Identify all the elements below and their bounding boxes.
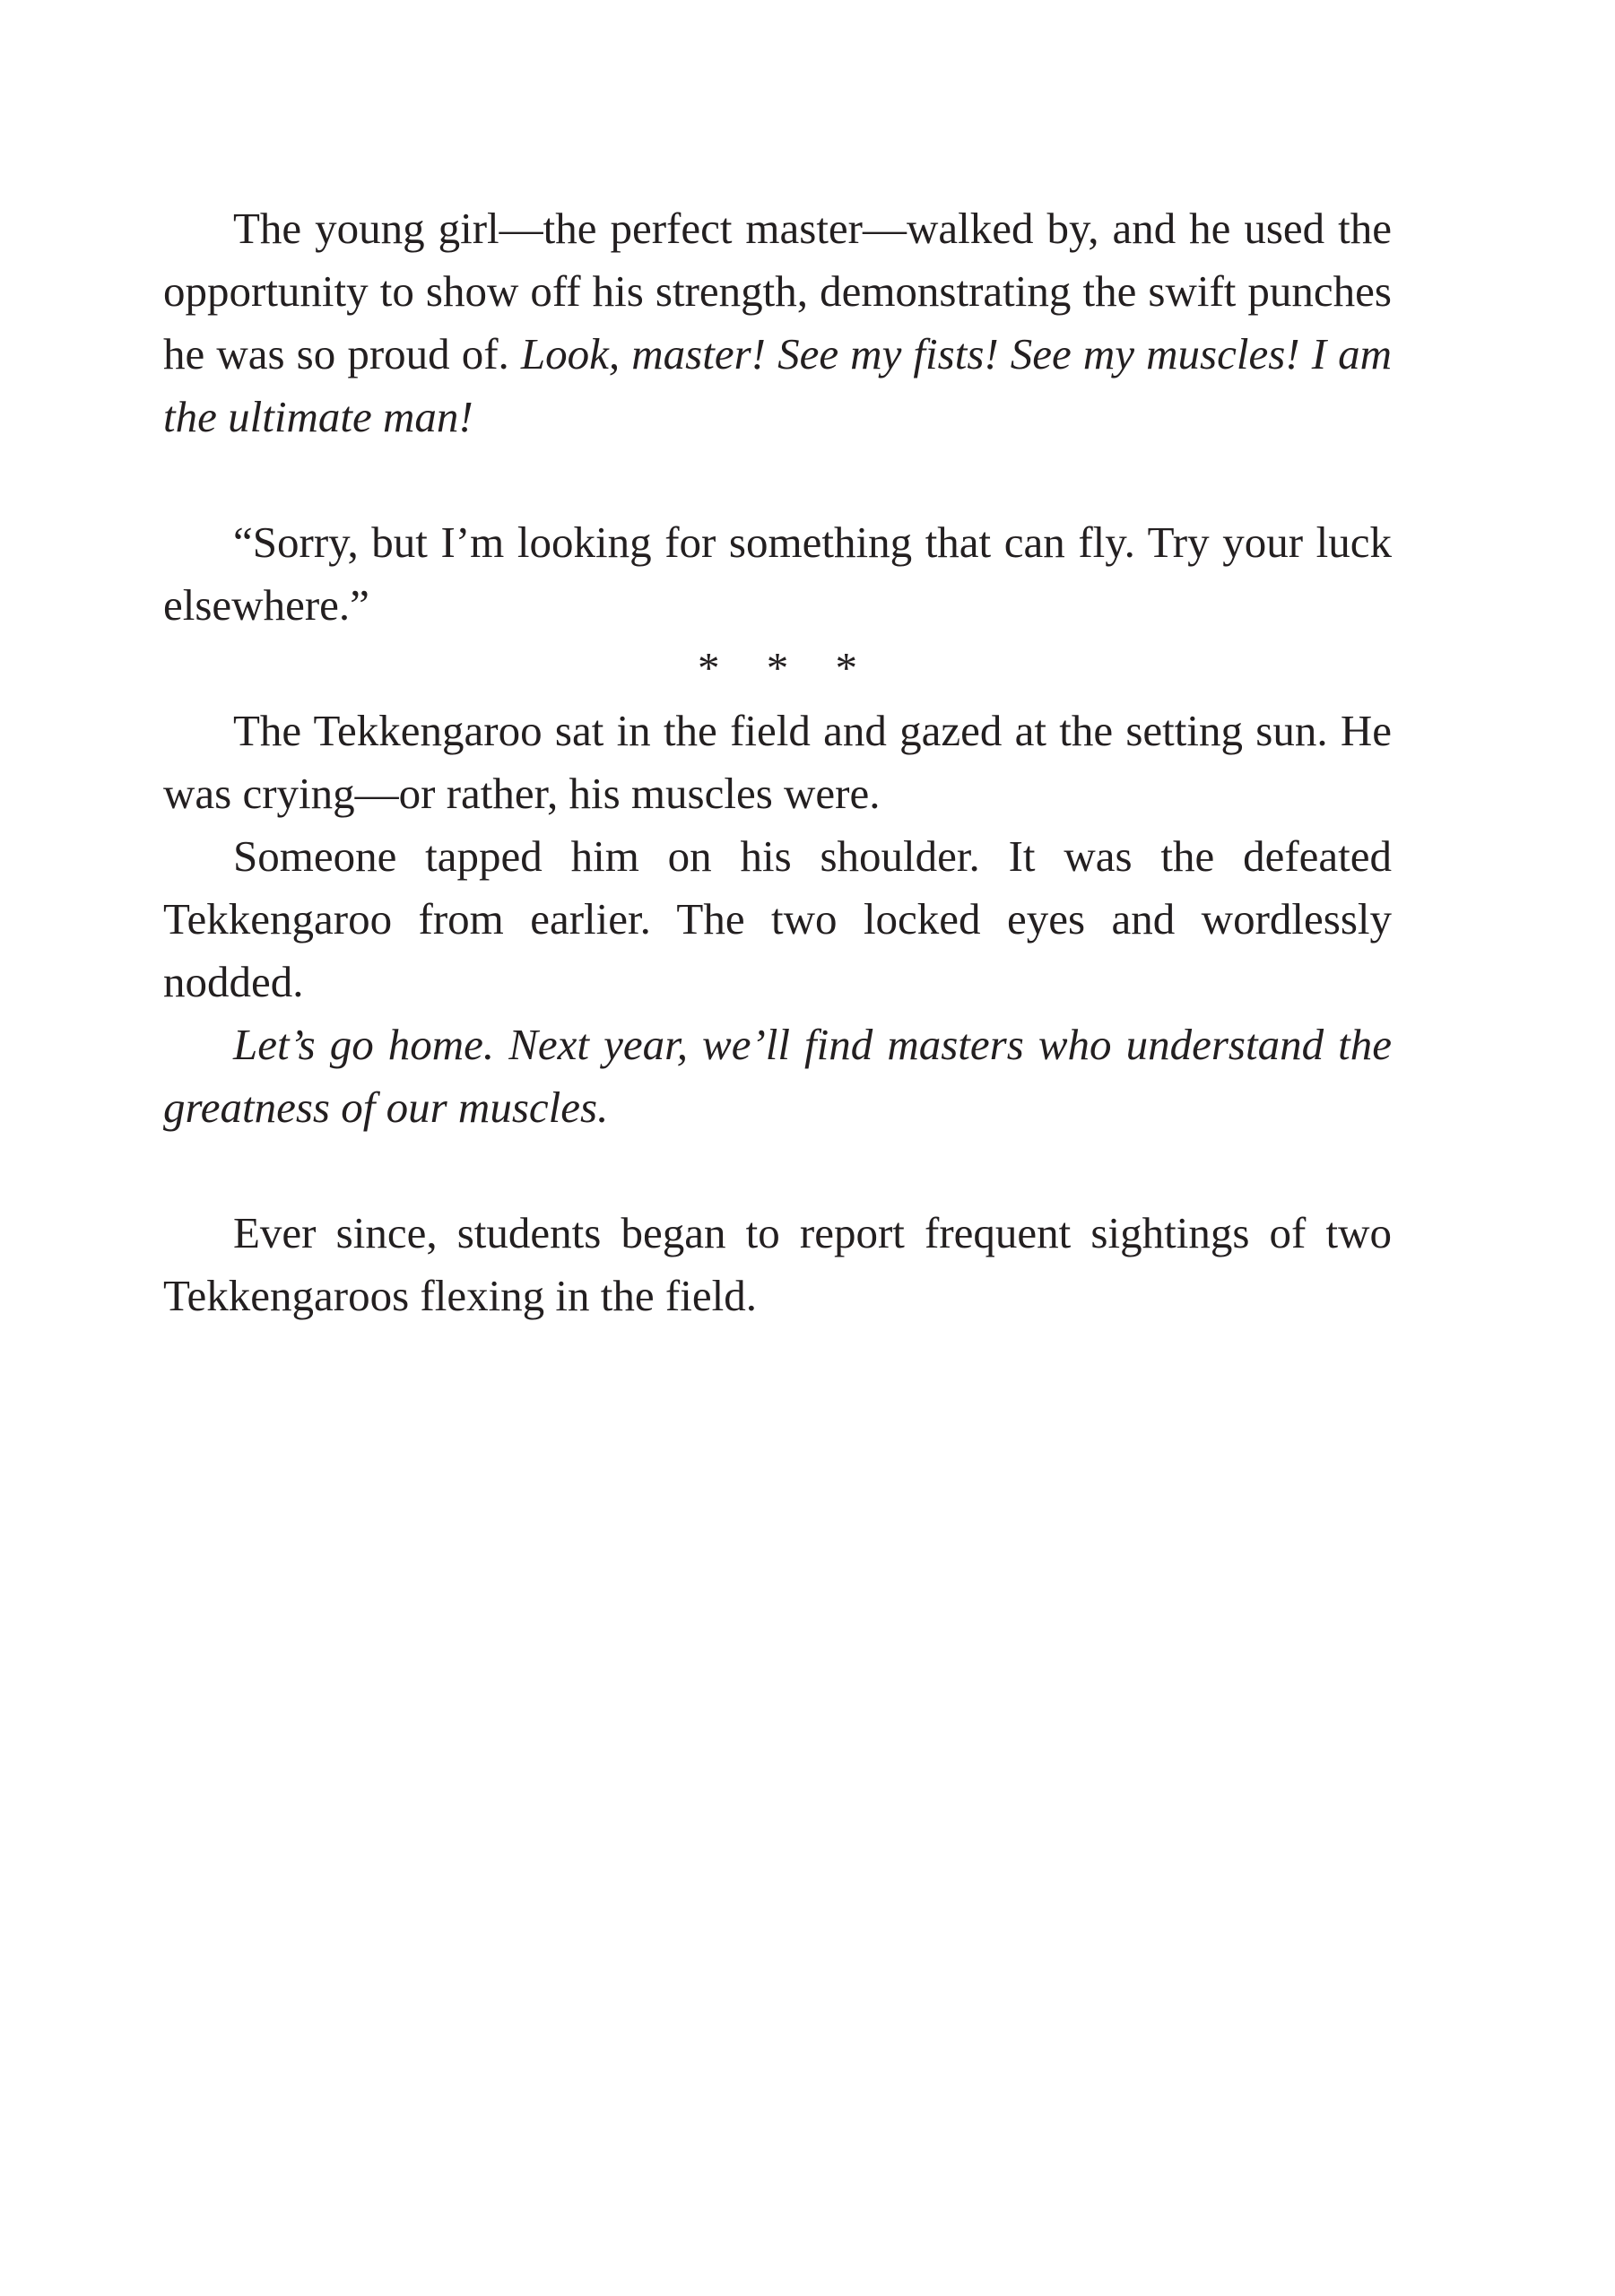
paragraph-1-text: The young girl—the perfect master—walked by, and he used the opportunity to show off his strength, demonstrating the swift punches he was so proud of. [163,204,1392,378]
paragraph-2: “Sorry, but I’m looking for something that can fly. Try your luck elsewhere.” [163,517,1392,630]
paragraph-gap [163,448,1392,511]
paragraph-1 [163,197,1392,448]
paragraph-3: The Tekkengaroo sat in the field and gazed at the setting sun. He was crying—or rather, his muscles were. [163,706,1392,818]
page-body [163,197,1392,1327]
paragraph-gap [163,1139,1392,1202]
paragraph-5: Let’s go home. Next year, we’ll find masters who understand the greatness of our muscles. [163,1020,1392,1132]
paragraph-1-italic: Look, master! See my fists! See my muscles! I am the ultimate man! [163,329,1393,441]
paragraph-4: Someone tapped him on his shoulder. It was the defeated Tekkengaroo from earlier. The two locked eyes and wordlessly nodded. [163,831,1392,1006]
paragraph-6: Ever since, students began to report frequent sightings of two Tekkengaroos flexing in the field. [163,1208,1392,1320]
section-separator: * * * [698,643,857,692]
